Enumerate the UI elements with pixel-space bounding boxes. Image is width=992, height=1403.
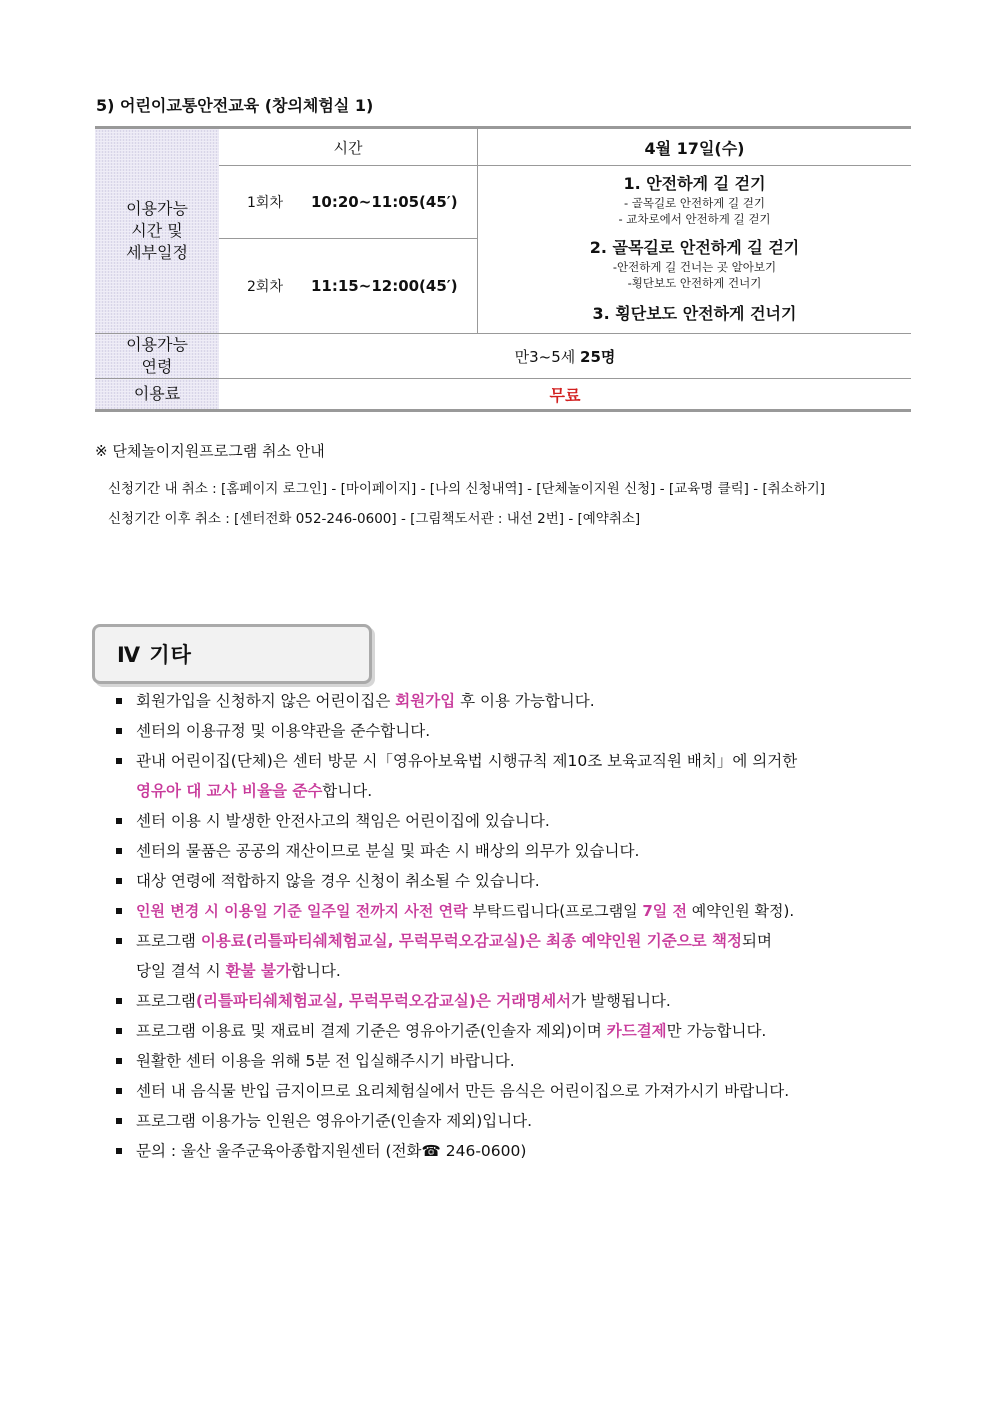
session-2 bbox=[219, 239, 478, 334]
bullet-icon bbox=[116, 1058, 122, 1064]
rule-item: 프로그램 이용료(리틀파티쉐체험교실, 무럭무럭오감교실)은 최종 예약인원 기준으로 책정되며 당일 결석 시 환불 불가합니다. bbox=[116, 926, 916, 986]
schedule-table bbox=[95, 126, 911, 412]
schedule-label-cell bbox=[95, 128, 219, 334]
cancel-notice-line: 신청기간 내 취소 : [홈페이지 로그인] - [마이페이지] - [나의 신청내역] - [단체놀이지원 신청] - [교육명 클릭] - [취소하기] bbox=[108, 481, 826, 497]
activity-title: 2. 골목길로 안전하게 길 걷기 bbox=[589, 237, 800, 257]
session-1 bbox=[219, 166, 478, 239]
session-label: 1회차 bbox=[247, 195, 283, 211]
rule-item: 센터 이용 시 발생한 안전사고의 책임은 어린이집에 있습니다. bbox=[116, 806, 916, 836]
date-header: 4월 17일(수) bbox=[478, 128, 912, 166]
bullet-icon bbox=[116, 998, 122, 1004]
bullet-icon bbox=[116, 1148, 122, 1154]
cancel-notice-title: ※ 단체놀이지원프로그램 취소 안내 bbox=[95, 442, 325, 460]
cancel-notice-line: 신청기간 이후 취소 : [센터전화 052-246-0600] - [그림책도서관 : 내선 2번] - [예약취소] bbox=[108, 511, 641, 527]
age-label-cell bbox=[95, 334, 219, 379]
time-header: 시간 bbox=[219, 128, 478, 166]
rule-item: 센터의 이용규정 및 이용약관을 준수합니다. bbox=[116, 716, 916, 746]
section-4-badge bbox=[92, 624, 372, 684]
session-time: 10:20~11:05(45′) bbox=[311, 193, 458, 211]
schedule-label-line: 세부일정 bbox=[126, 243, 188, 262]
session-time: 11:15~12:00(45′) bbox=[311, 277, 458, 295]
bullet-icon bbox=[116, 758, 122, 764]
bullet-icon bbox=[116, 728, 122, 734]
activity-title: 1. 안전하게 길 걷기 bbox=[623, 173, 766, 193]
rule-item: 회원가입을 신청하지 않은 어린이집은 회원가입 후 이용 가능합니다. bbox=[116, 686, 916, 716]
bullet-icon bbox=[116, 908, 122, 914]
age-label-line: 연령 bbox=[141, 357, 173, 376]
bullet-icon bbox=[116, 878, 122, 884]
activity-sub: -안전하게 길 건너는 곳 알아보기 bbox=[612, 259, 777, 274]
bullet-icon bbox=[116, 1028, 122, 1034]
rule-item: 센터의 물품은 공공의 재산이므로 분실 및 파손 시 배상의 의무가 있습니다. bbox=[116, 836, 916, 866]
age-count: 25명 bbox=[580, 347, 616, 366]
section-title: 5) 어린이교통안전교육 (창의체험실 1) bbox=[96, 96, 374, 115]
rule-item: 프로그램 이용가능 인원은 영유아기준(인솔자 제외)입니다. bbox=[116, 1106, 916, 1136]
rule-item: 인원 변경 시 이용일 기준 일주일 전까지 사전 연락 부탁드립니다(프로그램일 7일 전 예약인원 확정). bbox=[116, 896, 916, 926]
bullet-icon bbox=[116, 938, 122, 944]
rule-item: 프로그램(리틀파티쉐체험교실, 무럭무럭오감교실)은 거래명세서가 발행됩니다. bbox=[116, 986, 916, 1016]
bullet-icon bbox=[116, 818, 122, 824]
bullet-icon bbox=[116, 1088, 122, 1094]
rule-item: 원활한 센터 이용을 위해 5분 전 입실해주시기 바랍니다. bbox=[116, 1046, 916, 1076]
schedule-label-line: 이용가능 bbox=[126, 199, 188, 218]
fee-label: 이용료 bbox=[95, 379, 219, 411]
rules-list bbox=[116, 686, 916, 1166]
bullet-icon bbox=[116, 1118, 122, 1124]
session-label: 2회차 bbox=[247, 279, 283, 295]
rule-item: 관내 어린이집(단체)은 센터 방문 시「영유아보육법 시행규칙 제10조 보육교직원 배치」에 의거한 영유아 대 교사 비율을 준수합니다. bbox=[116, 746, 916, 806]
bullet-icon bbox=[116, 698, 122, 704]
activity-sub: - 교차로에서 안전하게 길 걷기 bbox=[618, 211, 771, 226]
activity-sub: -횡단보도 안전하게 건너기 bbox=[627, 275, 762, 290]
age-value bbox=[219, 334, 911, 379]
bullet-icon bbox=[116, 848, 122, 854]
activity-title: 3. 횡단보도 안전하게 건너기 bbox=[592, 303, 797, 323]
schedule-label-line: 시간 및 bbox=[131, 221, 183, 240]
activity-sub: - 골목길로 안전하게 길 걷기 bbox=[624, 195, 765, 210]
age-label-line: 이용가능 bbox=[126, 335, 188, 354]
section-4-title: Ⅳ 기타 bbox=[117, 643, 192, 667]
rule-item: 대상 연령에 적합하지 않을 경우 신청이 취소될 수 있습니다. bbox=[116, 866, 916, 896]
rule-item: 프로그램 이용료 및 재료비 결제 기준은 영유아기준(인솔자 제외)이며 카드결제만 가능합니다. bbox=[116, 1016, 916, 1046]
rule-item: 센터 내 음식물 반입 금지이므로 요리체험실에서 만든 음식은 어린이집으로 가져가시기 바랍니다. bbox=[116, 1076, 916, 1106]
fee-value: 무료 bbox=[219, 379, 911, 411]
activities-cell bbox=[478, 166, 912, 334]
age-range: 만3~5세 bbox=[514, 347, 576, 366]
rule-item: 문의 : 울산 울주군육아종합지원센터 (전화☎ 246-0600) bbox=[116, 1136, 916, 1166]
